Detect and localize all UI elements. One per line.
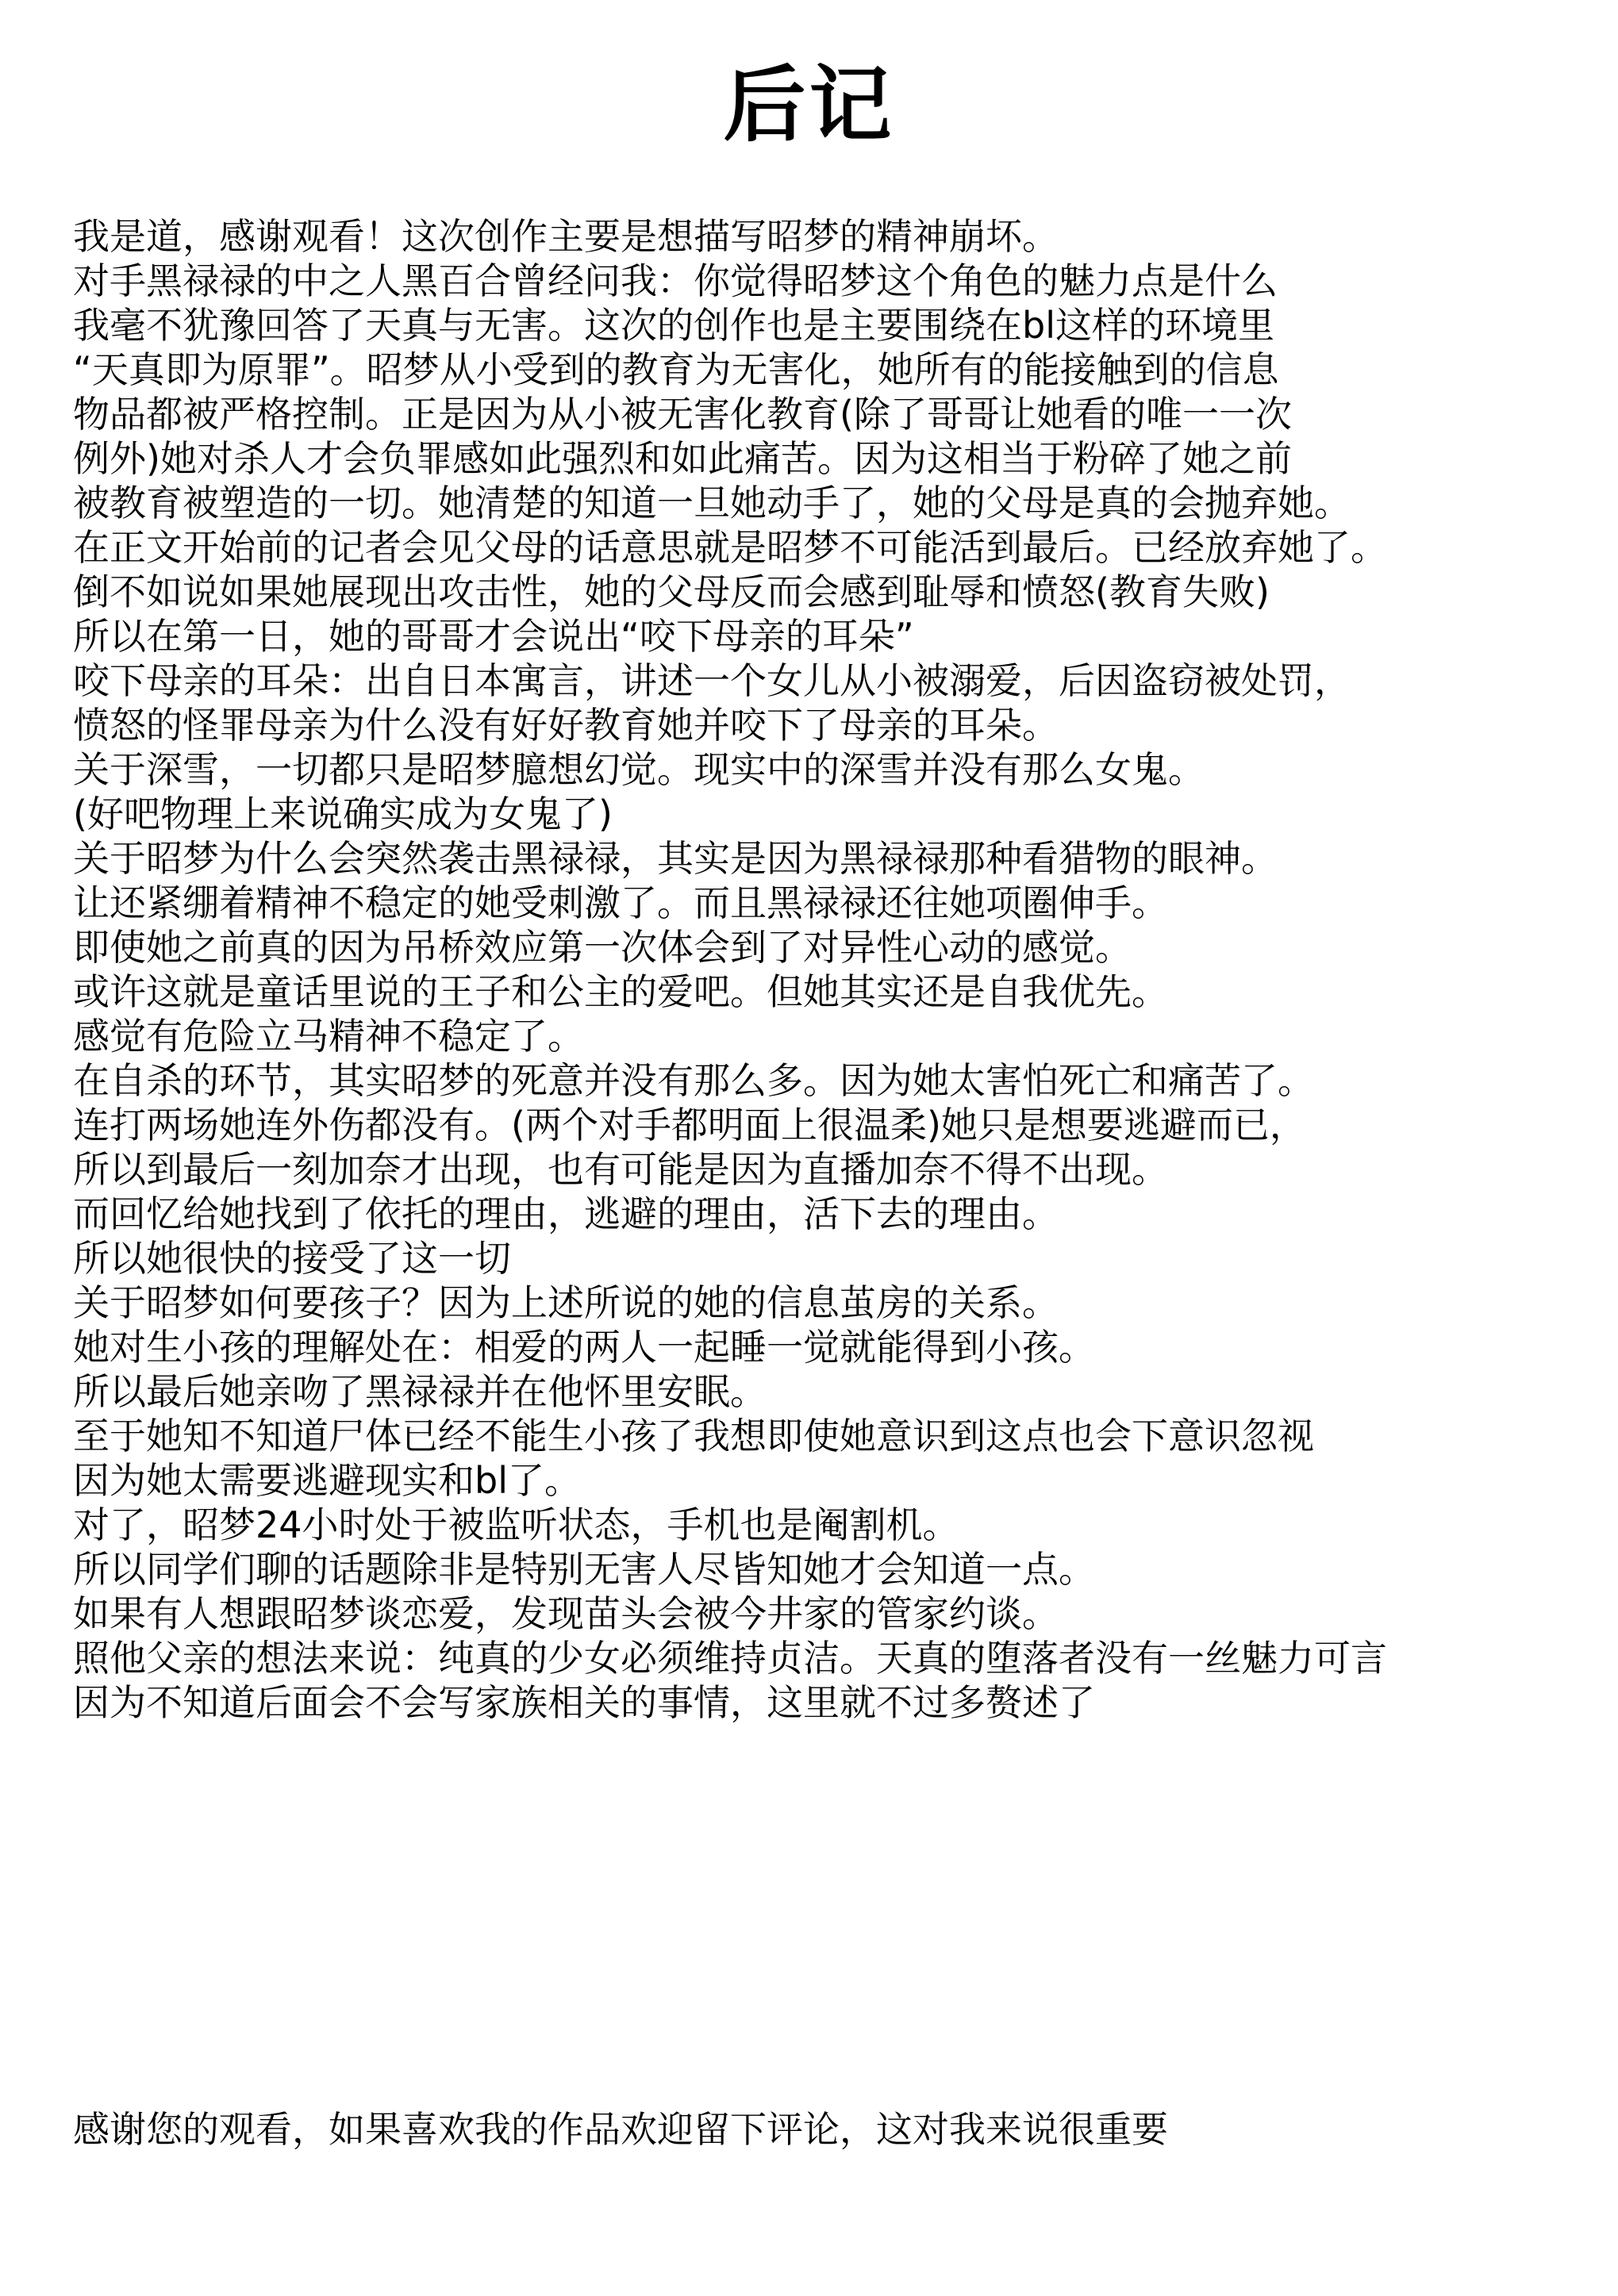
body-line: 或许这就是童话里说的王子和公主的爱吧。但她其实还是自我优先。	[73, 970, 1168, 1013]
body-line: 关于昭梦为什么会突然袭击黑禄禄，其实是因为黑禄禄那种看猎物的眼神。	[73, 837, 1278, 880]
body-line: 因为不知道后面会不会写家族相关的事情，这里就不过多赘述了	[73, 1681, 1095, 1724]
body-line: 我是道，感谢观看！这次创作主要是想描写昭梦的精神崩坏。	[73, 215, 1059, 258]
body-line: 在自杀的环节，其实昭梦的死意并没有那么多。因为她太害怕死亡和痛苦了。	[73, 1059, 1314, 1102]
body-line: 至于她知不知道尸体已经不能生小孩了我想即使她意识到这点也会下意识忽视	[73, 1415, 1314, 1457]
body-line: 即使她之前真的因为吊桥效应第一次体会到了对异性心动的感觉。	[73, 926, 1132, 969]
closing-note: 感谢您的观看，如果喜欢我的作品欢迎留下评论，这对我来说很重要	[73, 2108, 1168, 2151]
body-line: 物品都被严格控制。正是因为从小被无害化教育(除了哥哥让她看的唯一一次	[73, 393, 1292, 436]
body-line: 让还紧绷着精神不稳定的她受刺激了。而且黑禄禄还往她项圈伸手。	[73, 881, 1168, 924]
body-line: 对了，昭梦24小时处于被监听状态，手机也是阉割机。	[73, 1503, 959, 1546]
body-line: “天真即为原罪”。昭梦从小受到的教育为无害化，她所有的能接触到的信息	[73, 348, 1279, 391]
body-line: 所以她很快的接受了这一切	[73, 1237, 511, 1280]
body-line: 感觉有危险立马精神不稳定了。	[73, 1015, 584, 1058]
body-line: 咬下母亲的耳朵：出自日本寓言，讲述一个女儿从小被溺爱，后因盗窃被处罚，	[73, 659, 1351, 702]
body-line: 愤怒的怪罪母亲为什么没有好好教育她并咬下了母亲的耳朵。	[73, 704, 1059, 747]
body-line: 照他父亲的想法来说：纯真的少女必须维持贞洁。天真的堕落者没有一丝魅力可言	[73, 1637, 1387, 1680]
body-line: 例外)她对杀人才会负罪感如此强烈和如此痛苦。因为这相当于粉碎了她之前	[73, 437, 1292, 480]
body-line: 关于昭梦如何要孩子？因为上述所说的她的信息茧房的关系。	[73, 1281, 1059, 1324]
body-line: 而回忆给她找到了依托的理由，逃避的理由，活下去的理由。	[73, 1192, 1059, 1235]
body-line: 她对生小孩的理解处在：相爱的两人一起睡一觉就能得到小孩。	[73, 1326, 1095, 1369]
body-line: 因为她太需要逃避现实和bl了。	[73, 1459, 581, 1502]
body-line: 关于深雪，一切都只是昭梦臆想幻觉。现实中的深雪并没有那么女鬼。	[73, 748, 1205, 791]
afterword-body	[73, 214, 1597, 1725]
body-line: 所以在第一日，她的哥哥才会说出“咬下母亲的耳朵”	[73, 615, 914, 658]
page-title: 后记	[723, 56, 895, 153]
body-line: (好吧物理上来说确实成为女鬼了)	[73, 793, 613, 835]
body-line: 倒不如说如果她展现出攻击性，她的父母反而会感到耻辱和愤怒(教育失败)	[73, 570, 1270, 613]
body-line: 如果有人想跟昭梦谈恋爱，发现苗头会被今井家的管家约谈。	[73, 1592, 1059, 1635]
body-line: 在正文开始前的记者会见父母的话意思就是昭梦不可能活到最后。已经放弃她了。	[73, 526, 1387, 569]
body-line: 连打两场她连外伤都没有。(两个对手都明面上很温柔)她只是想要逃避而已，	[73, 1104, 1306, 1146]
body-line: 对手黑禄禄的中之人黑百合曾经问我：你觉得昭梦这个角色的魅力点是什么	[73, 259, 1278, 302]
body-line: 被教育被塑造的一切。她清楚的知道一旦她动手了，她的父母是真的会抛弃她。	[73, 482, 1351, 524]
body-line: 我毫不犹豫回答了天真与无害。这次的创作也是主要围绕在bl这样的环境里	[73, 304, 1274, 347]
body-line: 所以同学们聊的话题除非是特别无害人尽皆知她才会知道一点。	[73, 1548, 1095, 1591]
body-line: 所以最后她亲吻了黑禄禄并在他怀里安眠。	[73, 1370, 767, 1413]
body-line: 所以到最后一刻加奈才出现，也有可能是因为直播加奈不得不出现。	[73, 1148, 1168, 1191]
